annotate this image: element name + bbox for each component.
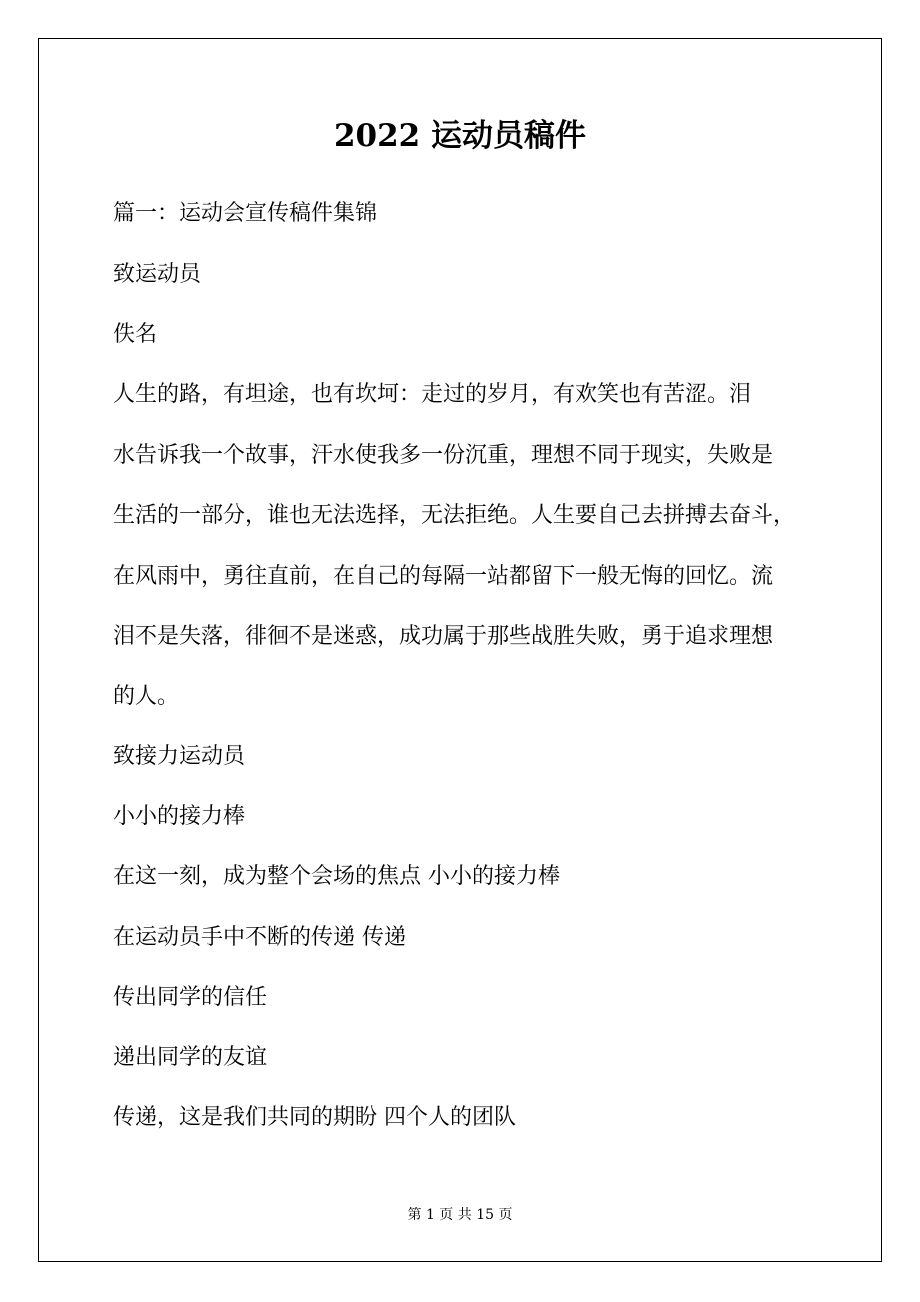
page-footer: 第 1 页 共 15 页 — [407, 1207, 513, 1223]
section-heading: 篇一：运动会宣传稿件集锦 — [113, 201, 378, 226]
text-line: 致接力运动员 — [113, 744, 246, 769]
paragraph-line: 在风雨中，勇往直前，在自己的每隔一站都留下一般无悔的回忆。流 — [113, 564, 774, 589]
text-line: 小小的接力棒 — [113, 804, 246, 829]
text-line: 佚名 — [113, 322, 158, 347]
poem-line: 在这一刻，成为整个会场的焦点 小小的接力棒 — [113, 864, 560, 889]
paragraph-line: 的人。 — [113, 684, 180, 709]
poem-line: 传递，这是我们共同的期盼 四个人的团队 — [113, 1105, 516, 1130]
text-line: 致运动员 — [113, 262, 202, 287]
poem-line: 递出同学的友谊 — [113, 1045, 268, 1070]
paragraph-line: 泪不是失落，徘徊不是迷惑，成功属于那些战胜失败，勇于追求理想 — [113, 624, 774, 649]
document-title: 2022 运动员稿件 — [333, 118, 587, 154]
paragraph-line: 人生的路，有坦途，也有坎坷：走过的岁月，有欢笑也有苦涩。泪 — [113, 382, 752, 407]
paragraph-line: 水告诉我一个故事，汗水使我多一份沉重，理想不同于现实，失败是 — [113, 443, 774, 468]
poem-line: 传出同学的信任 — [113, 985, 268, 1010]
paragraph-line: 生活的一部分，谁也无法选择，无法拒绝。人生要自己去拼搏去奋斗， — [113, 503, 796, 528]
poem-line: 在运动员手中不断的传递 传递 — [113, 925, 406, 950]
